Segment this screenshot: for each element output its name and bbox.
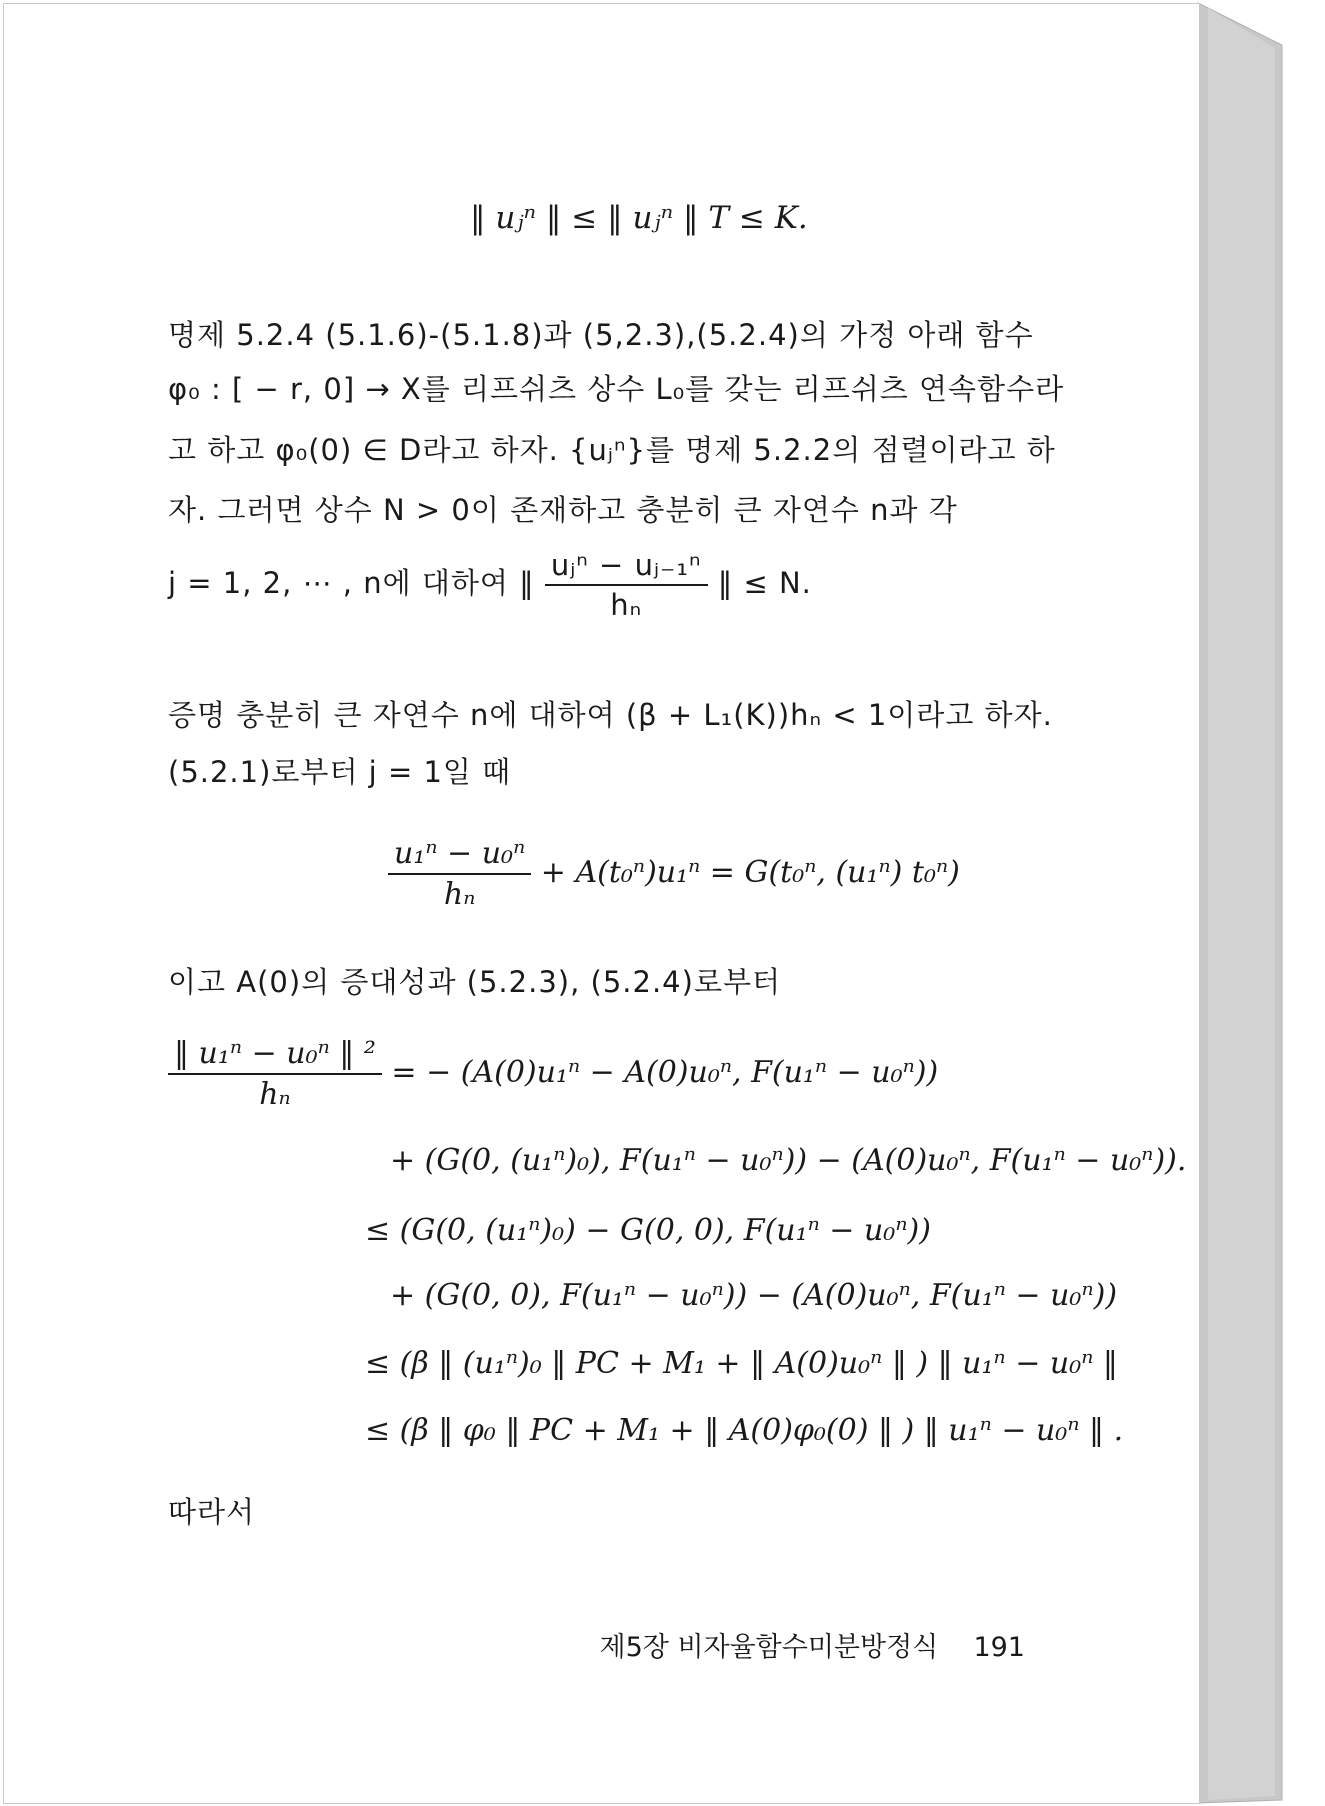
top-equation-text: ‖ uⱼⁿ ‖ ≤ ‖ uⱼⁿ ‖ T ≤ K.	[470, 200, 808, 236]
inequality-block-row-5: ≤ (β ‖ (u₁ⁿ)₀ ‖ PC + M₁ + ‖ A(0)u₀ⁿ ‖ ) ‖ u₁ⁿ − u₀ⁿ ‖	[365, 1346, 1118, 1381]
proof-line-1: 증명 충분히 큰 자연수 n에 대하여 (β + L₁(K))hₙ < 1이라고 하자.	[168, 698, 1053, 732]
inequality-block-row-2: + (G(0, (u₁ⁿ)₀), F(u₁ⁿ − u₀ⁿ)) − (A(0)u₀ⁿ, F(u₁ⁿ − u₀ⁿ)).	[390, 1143, 1187, 1178]
eq2-denominator: hₙ	[443, 877, 476, 912]
prop-l5-prefix: j = 1, 2, ⋯ , n에 대하여 ‖	[168, 566, 535, 600]
eq3-row-1: = − (A(0)u₁ⁿ − A(0)u₀ⁿ, F(u₁ⁿ − u₀ⁿ))	[391, 1055, 939, 1090]
prop-l5-suffix: ‖ ≤ N.	[717, 566, 812, 600]
inequality-block-row-6: ≤ (β ‖ φ₀ ‖ PC + M₁ + ‖ A(0)φ₀(0) ‖ ) ‖ u₁ⁿ − u₀ⁿ ‖ .	[365, 1413, 1124, 1448]
eq3-fraction	[168, 1036, 382, 1112]
eq3-denominator: hₙ	[259, 1077, 291, 1112]
page-footer	[600, 1625, 1025, 1664]
prop-fraction-numerator: uⱼⁿ − uⱼ₋₁ⁿ	[545, 548, 708, 586]
eq2-fraction	[388, 836, 531, 912]
proposition-line-5	[168, 548, 812, 622]
after-eq2-text: 이고 A(0)의 증대성과 (5.2.3), (5.2.4)로부터	[168, 965, 781, 999]
proposition-line-3: 고 하고 φ₀(0) ∈ D라고 하자. {uⱼⁿ}를 명제 5.2.2의 점렬이라고 하	[168, 433, 1056, 467]
eq3-numerator: ‖ u₁ⁿ − u₀ⁿ ‖ ²	[168, 1036, 382, 1075]
inequality-block-row-3: ≤ (G(0, (u₁ⁿ)₀) − G(0, 0), F(u₁ⁿ − u₀ⁿ))	[365, 1213, 931, 1248]
proposition-line-1: 명제 5.2.4 (5.1.6)-(5.1.8)과 (5,2.3),(5.2.4)의 가정 아래 함수	[168, 318, 1034, 352]
eq2-numerator: u₁ⁿ − u₀ⁿ	[388, 836, 531, 875]
proof-line-2: (5.2.1)로부터 j = 1일 때	[168, 755, 512, 789]
prop-fraction-denominator: hₙ	[610, 588, 643, 622]
page-number: 191	[973, 1632, 1025, 1663]
top-equation	[470, 200, 808, 236]
chapter-title: 제5장 비자율함수미분방정식	[599, 1632, 939, 1663]
prop-fraction	[545, 548, 708, 622]
inequality-block-row-4: + (G(0, 0), F(u₁ⁿ − u₀ⁿ)) − (A(0)u₀ⁿ, F(u₁ⁿ − u₀ⁿ))	[390, 1278, 1118, 1313]
proposition-line-4: 자. 그러면 상수 N > 0이 존재하고 충분히 큰 자연수 n과 각	[168, 493, 958, 527]
eq2-rhs: + A(t₀ⁿ)u₁ⁿ = G(t₀ⁿ, (u₁ⁿ) t₀ⁿ)	[540, 855, 960, 890]
proposition-line-2: φ₀ : [ − r, 0] → X를 리프쉬츠 상수 L₀를 갖는 리프쉬츠 연속함수라	[168, 372, 1065, 406]
inequality-block-row-1	[168, 1036, 938, 1112]
therefore-text: 따라서	[168, 1495, 256, 1529]
difference-equation	[388, 836, 960, 912]
